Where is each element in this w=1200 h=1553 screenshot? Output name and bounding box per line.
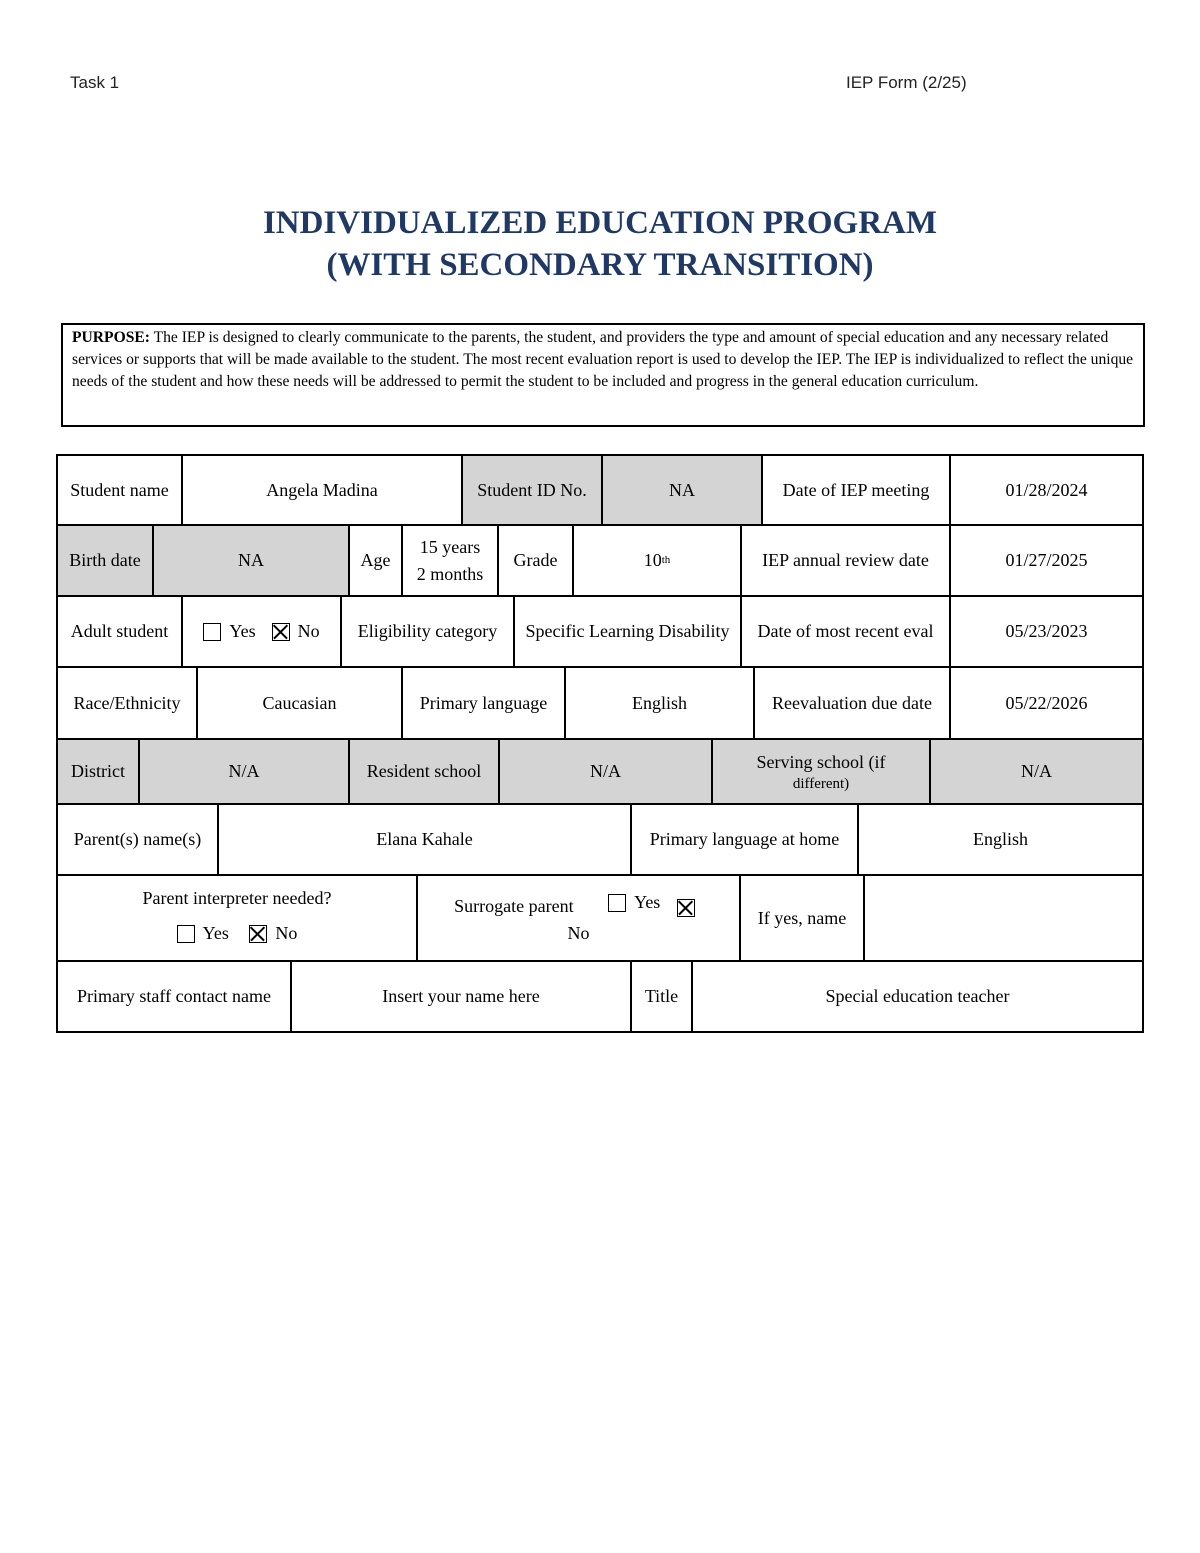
age-years: 15 years: [419, 536, 481, 557]
interpreter-no-option[interactable]: [249, 920, 297, 947]
yes-label: Yes: [202, 923, 229, 944]
parents-value[interactable]: Elana Kahale: [219, 805, 632, 874]
reevaluation-value[interactable]: 05/22/2026: [951, 668, 1144, 738]
checkbox-unchecked-icon[interactable]: [177, 925, 195, 943]
grade-number: 10: [643, 550, 662, 570]
surrogate-yes-option[interactable]: [608, 889, 660, 916]
table-row: [58, 962, 1144, 1033]
district-label: District: [58, 740, 140, 803]
home-language-value[interactable]: English: [859, 805, 1144, 874]
header-task: Task 1: [70, 73, 120, 92]
primary-language-value[interactable]: English: [566, 668, 755, 738]
birth-date-value[interactable]: NA: [154, 526, 350, 595]
table-row: [58, 740, 1144, 805]
if-yes-label: If yes, name: [741, 876, 865, 960]
eligibility-value[interactable]: Specific Learning Disability: [515, 597, 742, 666]
checkbox-checked-icon[interactable]: [272, 623, 290, 641]
recent-eval-label: Date of most recent eval: [742, 597, 951, 666]
interpreter-cell: [58, 876, 418, 960]
no-label: No: [275, 923, 298, 944]
table-row: [58, 876, 1144, 962]
serving-school-value[interactable]: N/A: [931, 740, 1144, 803]
purpose-label: PURPOSE:: [72, 329, 150, 346]
primary-language-label: Primary language: [403, 668, 566, 738]
page-title: INDIVIDUALIZED EDUCATION PROGRAM: [262, 205, 938, 241]
page-subtitle: (WITH SECONDARY TRANSITION): [326, 247, 874, 283]
annual-review-value[interactable]: 01/27/2025: [951, 526, 1144, 595]
checkbox-unchecked-icon[interactable]: [608, 894, 626, 912]
age-months: 2 months: [416, 563, 484, 584]
header-form-id: IEP Form (2/25): [846, 73, 967, 92]
table-row: [58, 456, 1144, 526]
parents-label: Parent(s) name(s): [58, 805, 219, 874]
resident-school-value[interactable]: N/A: [500, 740, 713, 803]
table-row: [58, 668, 1144, 740]
resident-school-label: Resident school: [350, 740, 500, 803]
grade-label: Grade: [499, 526, 574, 595]
student-id-label: Student ID No.: [463, 456, 603, 524]
surrogate-cell: [418, 876, 741, 960]
race-label: Race/Ethnicity: [58, 668, 198, 738]
recent-eval-value[interactable]: 05/23/2023: [951, 597, 1144, 666]
table-row: [58, 526, 1144, 597]
birth-date-label: Birth date: [58, 526, 154, 595]
no-label: No: [567, 922, 590, 943]
adult-yes-option[interactable]: [203, 618, 255, 645]
adult-student-options: [183, 597, 342, 666]
race-value[interactable]: Caucasian: [198, 668, 403, 738]
grade-value[interactable]: [574, 526, 742, 595]
iep-info-table: [56, 454, 1144, 1033]
student-name-value[interactable]: Angela Madina: [183, 456, 463, 524]
staff-contact-value[interactable]: Insert your name here: [292, 962, 632, 1031]
interpreter-label: Parent interpreter needed?: [142, 888, 332, 909]
staff-contact-label: Primary staff contact name: [58, 962, 292, 1031]
iep-meeting-value[interactable]: 01/28/2024: [951, 456, 1144, 524]
purpose-box: [61, 323, 1145, 427]
no-label: No: [297, 621, 320, 641]
iep-meeting-label: Date of IEP meeting: [763, 456, 951, 524]
checkbox-unchecked-icon[interactable]: [203, 623, 221, 641]
home-language-label: Primary language at home: [632, 805, 859, 874]
adult-student-label: Adult student: [58, 597, 183, 666]
if-yes-value[interactable]: [865, 876, 1144, 960]
serving-school-label-line2: different): [792, 775, 850, 792]
reevaluation-label: Reevaluation due date: [755, 668, 951, 738]
table-row: [58, 597, 1144, 668]
student-id-value[interactable]: NA: [603, 456, 763, 524]
checkbox-checked-icon[interactable]: [249, 925, 267, 943]
checkbox-checked-icon[interactable]: [677, 899, 695, 917]
yes-label: Yes: [634, 892, 661, 913]
grade-suffix: th: [661, 554, 671, 566]
title-label: Title: [632, 962, 693, 1031]
age-value[interactable]: [403, 526, 499, 595]
purpose-text: The IEP is designed to clearly communicate to the parents, the student, and providers the type and amount of special education and any necessary related services or supports that will be made available to the student. The most recent evaluation report is used to develop the IEP. The IEP is individualized to reflect the unique needs of the student and how these needs will be addressed to permit the student to be included and progress in the general education curriculum.: [72, 329, 1134, 390]
serving-school-label: [713, 740, 931, 803]
title-value[interactable]: Special education teacher: [693, 962, 1144, 1031]
serving-school-label-line1: Serving school (if: [756, 751, 886, 772]
district-value[interactable]: N/A: [140, 740, 350, 803]
student-name-label: Student name: [58, 456, 183, 524]
eligibility-label: Eligibility category: [342, 597, 515, 666]
yes-label: Yes: [229, 621, 256, 641]
adult-no-option[interactable]: [272, 618, 320, 645]
age-label: Age: [350, 526, 403, 595]
annual-review-label: IEP annual review date: [742, 526, 951, 595]
table-row: [58, 805, 1144, 876]
interpreter-yes-option[interactable]: [177, 920, 229, 947]
surrogate-label: Surrogate parent: [454, 895, 574, 916]
